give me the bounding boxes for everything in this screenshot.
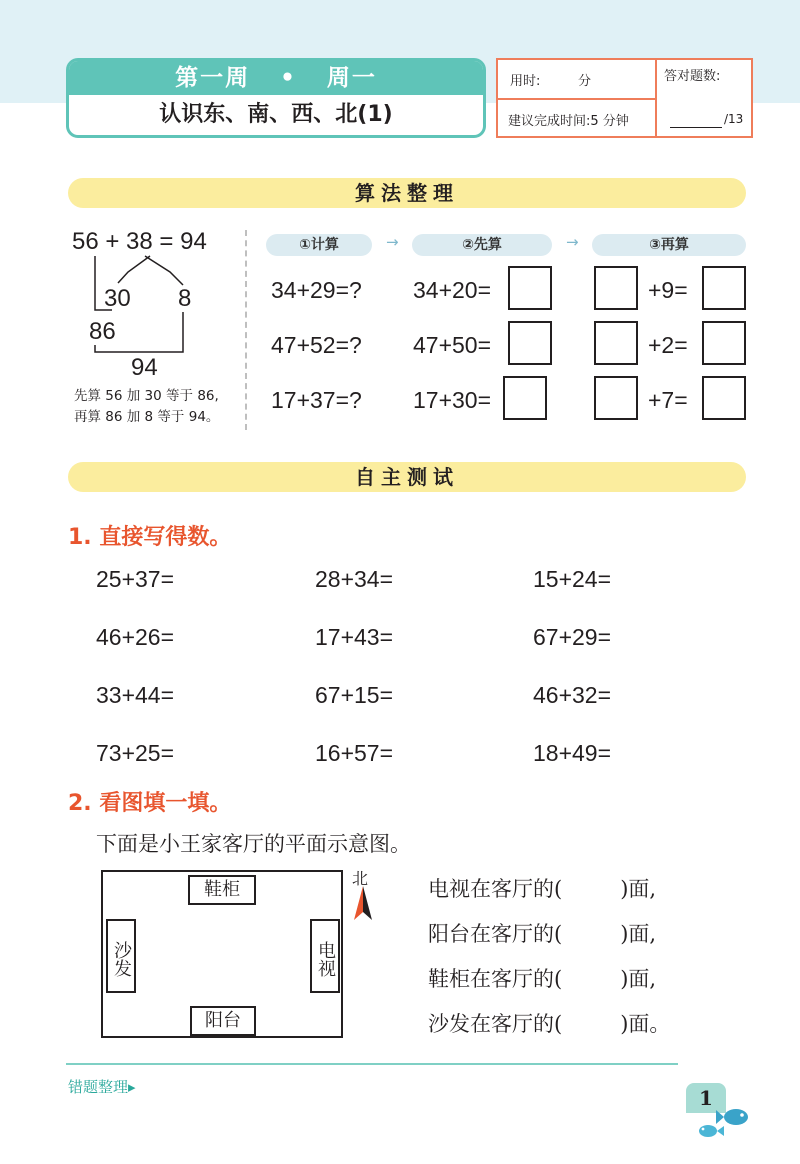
question-2-intro: 下面是小王家客厅的平面示意图。 — [96, 832, 411, 856]
example-note-1: 先算 56 加 30 等于 86, — [74, 388, 219, 404]
row-then: +7= — [648, 387, 688, 413]
north-arrow-icon — [352, 886, 374, 922]
divider — [498, 98, 655, 100]
calc-item: 67+15= — [315, 682, 394, 708]
fill-line — [428, 873, 656, 903]
fill-line-prefix: 沙发在客厅的( — [428, 1012, 563, 1036]
error-review-label: 错题整理▸ — [68, 1078, 136, 1096]
answer-box[interactable] — [594, 266, 638, 310]
fill-line — [428, 963, 656, 993]
tv: 电视 — [310, 919, 340, 993]
question-2-title: 2. 看图填一填。 — [68, 791, 232, 816]
fill-line — [428, 1008, 670, 1038]
arrow-right-icon: → — [386, 233, 399, 251]
calc-item: 67+29= — [533, 624, 612, 650]
fill-line-suffix: )面。 — [620, 1012, 671, 1036]
footer-divider — [66, 1063, 678, 1065]
example-note-2: 再算 86 加 8 等于 94。 — [74, 409, 220, 425]
answer-blank[interactable] — [670, 112, 722, 128]
fill-line-prefix: 鞋柜在客厅的( — [428, 967, 563, 991]
north-compass — [348, 866, 378, 926]
calc-item: 17+43= — [315, 624, 394, 650]
answer-box[interactable] — [508, 321, 552, 365]
section-banner-method: 算法整理 — [68, 178, 746, 208]
calc-item: 15+24= — [533, 566, 612, 592]
answer-box[interactable] — [503, 376, 547, 420]
final-result: 94 — [131, 354, 158, 381]
calc-item: 25+37= — [96, 566, 175, 592]
question-1-title: 1. 直接写得数。 — [68, 525, 232, 550]
day-label: 周一 — [326, 65, 377, 91]
fill-line — [428, 918, 656, 948]
total-count: /13 — [724, 112, 744, 126]
answer-box[interactable] — [702, 266, 746, 310]
step-header-first: ②先算 — [412, 234, 552, 256]
lesson-title: 认识东、南、西、北(1) — [159, 102, 393, 127]
split-b: 8 — [178, 285, 192, 312]
suggested-time: 建议完成时间:5 分钟 — [508, 114, 629, 129]
calc-item: 73+25= — [96, 740, 175, 766]
north-label: 北 — [352, 869, 369, 888]
divider — [655, 60, 657, 136]
calc-item: 18+49= — [533, 740, 612, 766]
balcony: 阳台 — [190, 1006, 256, 1036]
section-banner-test: 自主测试 — [68, 462, 746, 492]
fill-line-suffix: )面, — [620, 877, 657, 901]
row-then: +2= — [648, 332, 688, 358]
split-diagram — [0, 0, 260, 380]
calc-item: 46+32= — [533, 682, 612, 708]
step-header-then: ③再算 — [592, 234, 746, 256]
answer-box[interactable] — [508, 266, 552, 310]
row-calc: 34+29=? — [271, 277, 362, 303]
correct-count-label: 答对题数: — [664, 69, 721, 84]
fill-line-suffix: )面, — [620, 967, 657, 991]
week-label: 第一周 — [175, 65, 251, 91]
row-calc: 17+37=? — [271, 387, 362, 413]
floor-plan — [101, 870, 343, 1038]
calc-item: 16+57= — [315, 740, 394, 766]
calc-item: 33+44= — [96, 682, 175, 708]
split-a: 30 — [104, 285, 131, 312]
fill-line-suffix: )面, — [620, 922, 657, 946]
shoe-cabinet: 鞋柜 — [188, 875, 256, 905]
time-used-label: 用时: — [510, 74, 541, 89]
sofa: 沙发 — [106, 919, 136, 993]
divider — [245, 230, 247, 430]
fish-decoration-icon — [694, 1103, 756, 1143]
arrow-right-icon: → — [566, 233, 579, 251]
example-equation: 56 + 38 = 94 — [72, 228, 207, 255]
step-header-calc: ①计算 — [266, 234, 372, 256]
answer-box[interactable] — [702, 376, 746, 420]
row-then: +9= — [648, 277, 688, 303]
fill-line-prefix: 电视在客厅的( — [428, 877, 563, 901]
answer-box[interactable] — [702, 321, 746, 365]
fill-line-prefix: 阳台在客厅的( — [428, 922, 563, 946]
row-first: 17+30= — [413, 387, 492, 413]
row-first: 47+50= — [413, 332, 492, 358]
page-number: 1 — [686, 1083, 726, 1113]
time-unit: 分 — [578, 74, 592, 89]
calc-item: 28+34= — [315, 566, 394, 592]
calc-item: 46+26= — [96, 624, 175, 650]
partial-sum: 86 — [89, 318, 116, 345]
answer-box[interactable] — [594, 321, 638, 365]
bullet: • — [280, 65, 297, 91]
row-first: 34+20= — [413, 277, 492, 303]
info-box — [496, 58, 753, 138]
answer-box[interactable] — [594, 376, 638, 420]
row-calc: 47+52=? — [271, 332, 362, 358]
